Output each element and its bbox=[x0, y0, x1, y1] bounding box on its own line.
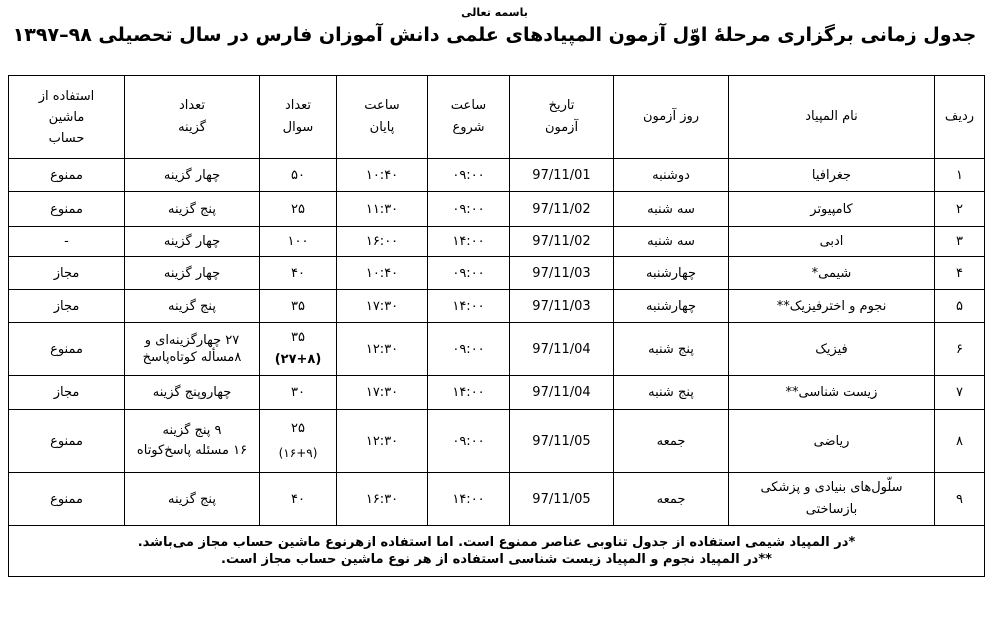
option-count: چهار گزینه bbox=[125, 227, 260, 257]
question-count: ۴۰ bbox=[260, 473, 337, 526]
footnotes bbox=[9, 526, 985, 577]
exam-day: پنج شنبه bbox=[614, 323, 729, 376]
end-time: ۱۲:۳۰ bbox=[337, 323, 428, 376]
olympiad-name: زیست شناسی** bbox=[729, 376, 935, 410]
option-count: ۹ پنج گزینه ۱۶ مسئله پاسخ‌کوتاه bbox=[125, 410, 260, 473]
row-number: ۵ bbox=[935, 290, 985, 323]
exam-day: جمعه bbox=[614, 473, 729, 526]
option-count: چهار گزینه bbox=[125, 159, 260, 192]
end-time: ۱۷:۳۰ bbox=[337, 290, 428, 323]
question-count: ۵۰ bbox=[260, 159, 337, 192]
question-count: ۲۵ bbox=[260, 192, 337, 227]
option-count: پنج گزینه bbox=[125, 473, 260, 526]
header-exam-date: تاریخ آزمون bbox=[510, 76, 614, 159]
exam-day: دوشنبه bbox=[614, 159, 729, 192]
exam-day: جمعه bbox=[614, 410, 729, 473]
table-row bbox=[9, 159, 985, 192]
olympiad-name: کامپیوتر bbox=[729, 192, 935, 227]
header-option-count: تعداد گزینه bbox=[125, 76, 260, 159]
calculator-use: مجاز bbox=[9, 376, 125, 410]
option-count: چهار گزینه bbox=[125, 257, 260, 290]
start-time: ۰۹:۰۰ bbox=[428, 410, 510, 473]
header-calculator-use: استفاده از ماشین حساب bbox=[9, 76, 125, 159]
row-number: ۳ bbox=[935, 227, 985, 257]
olympiad-name: نجوم و اخترفیزیک** bbox=[729, 290, 935, 323]
table-row bbox=[9, 227, 985, 257]
option-count: پنج گزینه bbox=[125, 192, 260, 227]
exam-date: 97/11/03 bbox=[510, 257, 614, 290]
calculator-use: ممنوع bbox=[9, 473, 125, 526]
start-time: ۱۴:۰۰ bbox=[428, 227, 510, 257]
schedule-table bbox=[8, 75, 985, 577]
exam-date: 97/11/01 bbox=[510, 159, 614, 192]
header-row-number: ردیف bbox=[935, 76, 985, 159]
exam-day: سه شنبه bbox=[614, 192, 729, 227]
exam-date: 97/11/02 bbox=[510, 192, 614, 227]
end-time: ۱۰:۴۰ bbox=[337, 257, 428, 290]
calculator-use: ممنوع bbox=[9, 159, 125, 192]
calculator-use: ممنوع bbox=[9, 323, 125, 376]
header-exam-day: روز آزمون bbox=[614, 76, 729, 159]
row-number: ۴ bbox=[935, 257, 985, 290]
start-time: ۱۴:۰۰ bbox=[428, 290, 510, 323]
option-count: ۲۷ چهارگزینه‌ای و ۸مسأله کوتاه‌پاسخ bbox=[125, 323, 260, 376]
end-time: ۱۱:۳۰ bbox=[337, 192, 428, 227]
calculator-use: - bbox=[9, 227, 125, 257]
row-number: ۸ bbox=[935, 410, 985, 473]
question-count: ۳۵ bbox=[260, 290, 337, 323]
question-count: ۴۰ bbox=[260, 257, 337, 290]
question-count: ۳۵ (۲۷+۸) bbox=[260, 323, 337, 376]
start-time: ۰۹:۰۰ bbox=[428, 159, 510, 192]
row-number: ۹ bbox=[935, 473, 985, 526]
exam-date: 97/11/04 bbox=[510, 376, 614, 410]
start-time: ۱۴:۰۰ bbox=[428, 376, 510, 410]
olympiad-name: فیزیک bbox=[729, 323, 935, 376]
footnote-astronomy-biology: **در المپیاد نجوم و المپیاد زیست شناسی استفاده از هر نوع ماشین حساب مجاز است. bbox=[221, 552, 772, 567]
table-row bbox=[9, 376, 985, 410]
document-title: جدول زمانی برگزاری مرحلهٔ اوّل آزمون المپیادهای علمی دانش آموزان فارس در سال تحصیلی ۹۸–۱۳۹۷ bbox=[12, 24, 977, 46]
header-olympiad-name: نام المپیاد bbox=[729, 76, 935, 159]
table-row bbox=[9, 473, 985, 526]
olympiad-name: سلّول‌های بنیادی و پزشکی بازساختی bbox=[729, 473, 935, 526]
notes-row bbox=[9, 526, 985, 577]
olympiad-name: جغرافیا bbox=[729, 159, 935, 192]
exam-date: 97/11/02 bbox=[510, 227, 614, 257]
header-start-time: ساعت شروع bbox=[428, 76, 510, 159]
end-time: ۱۰:۴۰ bbox=[337, 159, 428, 192]
olympiad-name: شیمی* bbox=[729, 257, 935, 290]
table-row bbox=[9, 323, 985, 376]
exam-date: 97/11/05 bbox=[510, 473, 614, 526]
invocation-text: باسمه تعالی bbox=[461, 6, 528, 19]
option-count: چهاروپنج گزینه bbox=[125, 376, 260, 410]
exam-date: 97/11/04 bbox=[510, 323, 614, 376]
table-row bbox=[9, 410, 985, 473]
calculator-use: مجاز bbox=[9, 290, 125, 323]
exam-date: 97/11/03 bbox=[510, 290, 614, 323]
table-row bbox=[9, 257, 985, 290]
end-time: ۱۷:۳۰ bbox=[337, 376, 428, 410]
start-time: ۱۴:۰۰ bbox=[428, 473, 510, 526]
end-time: ۱۶:۰۰ bbox=[337, 227, 428, 257]
exam-day: چهارشنبه bbox=[614, 257, 729, 290]
table-row bbox=[9, 192, 985, 227]
olympiad-name: ادبی bbox=[729, 227, 935, 257]
exam-date: 97/11/05 bbox=[510, 410, 614, 473]
row-number: ۱ bbox=[935, 159, 985, 192]
header-end-time: ساعت پایان bbox=[337, 76, 428, 159]
table-header-row bbox=[9, 76, 985, 159]
row-number: ۲ bbox=[935, 192, 985, 227]
start-time: ۰۹:۰۰ bbox=[428, 323, 510, 376]
end-time: ۱۲:۳۰ bbox=[337, 410, 428, 473]
question-count: ۲۵ (۱۶+۹) bbox=[260, 410, 337, 473]
exam-day: سه شنبه bbox=[614, 227, 729, 257]
calculator-use: ممنوع bbox=[9, 410, 125, 473]
calculator-use: مجاز bbox=[9, 257, 125, 290]
table-row bbox=[9, 290, 985, 323]
footnote-chemistry: *در المپیاد شیمی استفاده از جدول تناوبی عناصر ممنوع است. اما استفاده ازهرنوع ماشین حساب مجاز می‌باشد. bbox=[137, 535, 856, 550]
row-number: ۶ bbox=[935, 323, 985, 376]
row-number: ۷ bbox=[935, 376, 985, 410]
question-count: ۱۰۰ bbox=[260, 227, 337, 257]
calculator-use: ممنوع bbox=[9, 192, 125, 227]
olympiad-name: ریاضی bbox=[729, 410, 935, 473]
question-count: ۳۰ bbox=[260, 376, 337, 410]
exam-day: پنج شنبه bbox=[614, 376, 729, 410]
exam-day: چهارشنبه bbox=[614, 290, 729, 323]
option-count: پنج گزینه bbox=[125, 290, 260, 323]
end-time: ۱۶:۳۰ bbox=[337, 473, 428, 526]
start-time: ۰۹:۰۰ bbox=[428, 192, 510, 227]
header-question-count: تعداد سوال bbox=[260, 76, 337, 159]
start-time: ۰۹:۰۰ bbox=[428, 257, 510, 290]
